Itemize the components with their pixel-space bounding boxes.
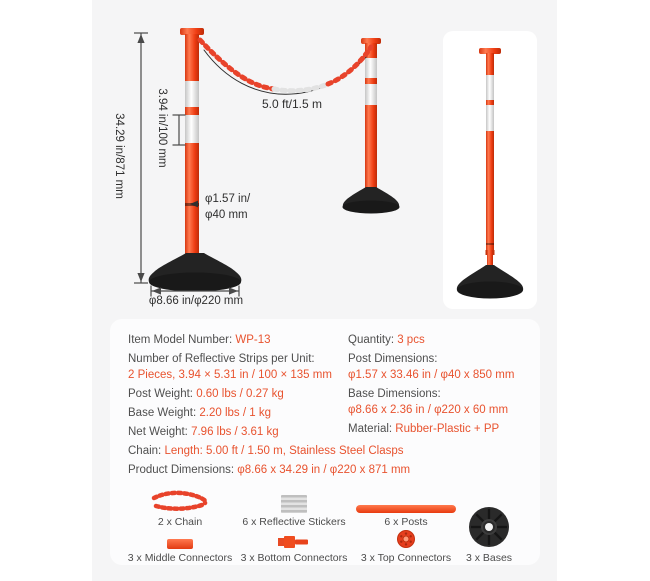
spec-base-dimensions: Base Dimensions: φ8.66 x 2.36 in / φ220 x 60 mm xyxy=(348,388,509,416)
package-contents xyxy=(128,486,522,564)
reflective-sticker-icon xyxy=(281,495,307,513)
middle-connector-icon xyxy=(167,539,193,549)
item-top-connectors: 3 x Top Connectors xyxy=(361,528,451,564)
spec-post-dimensions: Post Dimensions: φ1.57 x 33.46 in / φ40 x 850 mm xyxy=(348,353,515,381)
item-middle-connectors: 3 x Middle Connectors xyxy=(128,528,232,564)
spec-base-weight: Base Weight: 2.20 lbs / 1 kg xyxy=(128,407,271,419)
base-diameter-label: φ8.66 in/φ220 mm xyxy=(148,295,244,307)
bottom-connector-icon xyxy=(278,535,310,549)
chain-length-label: 5.0 ft/1.5 m xyxy=(261,97,323,111)
top-connector-icon xyxy=(396,529,416,549)
spec-net-weight: Net Weight: 7.96 lbs / 3.61 kg xyxy=(128,426,279,438)
spec-material: Material: Rubber-Plastic + PP xyxy=(348,423,500,435)
chain-icon xyxy=(150,489,210,513)
spec-chain: Chain: Length: 5.00 ft / 1.50 m, Stainless Steel Clasps xyxy=(128,445,404,457)
spec-quantity: Quantity: 3 pcs xyxy=(348,334,425,346)
item-bottom-connectors: 3 x Bottom Connectors xyxy=(241,528,348,564)
item-reflective-stickers: 6 x Reflective Stickers xyxy=(242,486,345,528)
spec-column-left xyxy=(128,332,348,443)
pole-diameter-label: φ1.57 in/ φ40 mm xyxy=(205,193,251,221)
spec-post-weight: Post Weight: 0.60 lbs / 0.27 kg xyxy=(128,388,284,400)
spec-column-right xyxy=(348,332,522,443)
item-chain: 2 x Chain xyxy=(150,486,210,528)
spec-item-model-number: Item Model Number: WP-13 xyxy=(128,334,271,346)
item-bases: 3 x Bases xyxy=(466,486,512,564)
spec-product-dimensions: Product Dimensions: φ8.66 x 34.29 in / φ220 x 871 mm xyxy=(128,464,411,476)
spec-box xyxy=(110,319,540,565)
single-post-photo-card xyxy=(443,31,537,309)
post-height-label: 34.29 in/871 mm xyxy=(113,113,125,199)
spec-reflective-strips: Number of Reflective Strips per Unit: 2 Pieces, 3.94 × 5.31 in / 100 × 135 mm xyxy=(128,353,332,381)
strip-size-label: 3.94 in/100 mm xyxy=(156,88,168,168)
base-icon xyxy=(467,505,511,549)
post-bar-icon xyxy=(356,505,456,513)
item-posts: 6 x Posts xyxy=(356,486,456,528)
